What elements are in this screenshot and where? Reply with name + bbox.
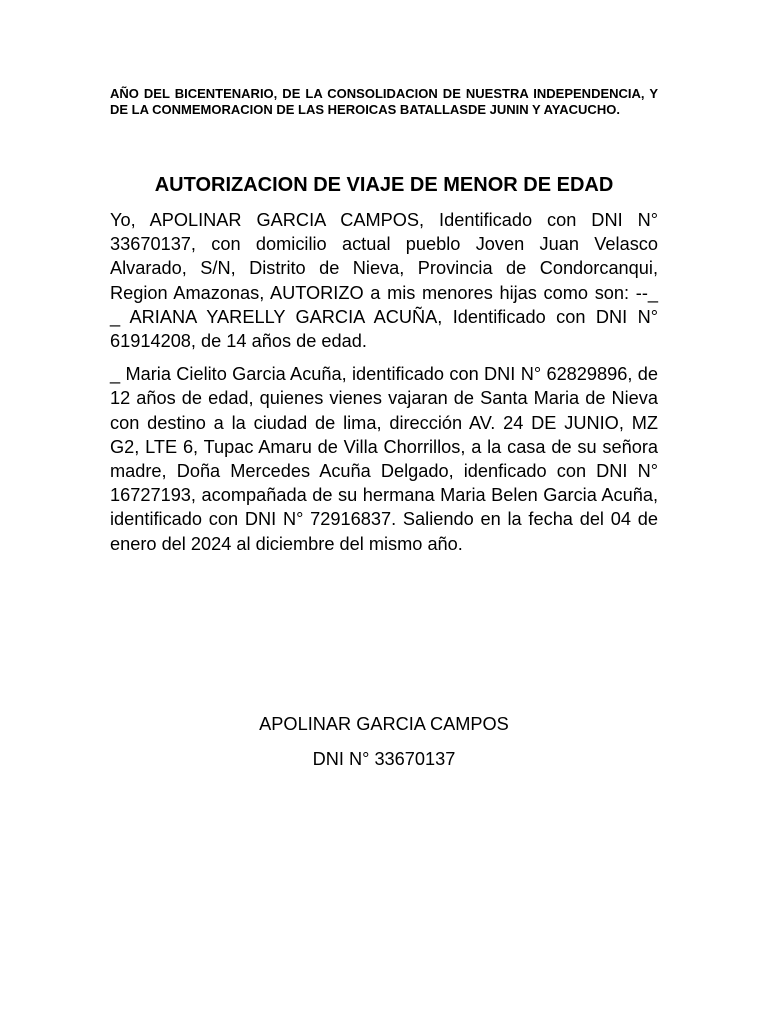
signatory-dni: DNI N° 33670137 xyxy=(312,749,456,769)
document-title: AUTORIZACION DE VIAJE DE MENOR DE EDAD xyxy=(154,174,614,196)
document-page xyxy=(110,86,658,769)
signatory-name: APOLINAR GARCIA CAMPOS xyxy=(259,714,509,734)
document-header: AÑO DEL BICENTENARIO, DE LA CONSOLIDACION DE NUESTRA INDEPENDENCIA, Y DE LA CONMEMORACION DE LAS HEROICAS BATALLASDE JUNIN Y AYACUCHO. xyxy=(110,86,658,117)
body-paragraph-1: Yo, APOLINAR GARCIA CAMPOS, Identificado con DNI N° 33670137, con domicilio actual pueblo Joven Juan Velasco Alvarado, S/N, Distrito de Nieva, Provincia de Condorcanqui, Region Amazonas, AUTORIZO a mis menores hijas como son: --_ _ ARIANA YARELLY GARCIA ACUÑA, Identificado con DNI N° 61914208, de 14 años de edad. xyxy=(110,210,658,352)
body-paragraph-2: _ Maria Cielito Garcia Acuña, identificado con DNI N° 62829896, de 12 años de edad, quienes vienes vajaran de Santa Maria de Nieva con destino a la ciudad de lima, dirección AV. 24 DE JUNIO, MZ G2, LTE 6, Tupac Amaru de Villa Chorrillos, a la casa de su señora madre, Doña Mercedes Acuña Delgado, idenficado con DNI N° 16727193, acompañada de su hermana Maria Belen Garcia Acuña, identificado con DNI N° 72916837. Saliendo en la fecha del 04 de enero del 2024 al diciembre del mismo año. xyxy=(110,364,658,554)
signature-block xyxy=(110,712,658,771)
document-body xyxy=(110,208,658,556)
